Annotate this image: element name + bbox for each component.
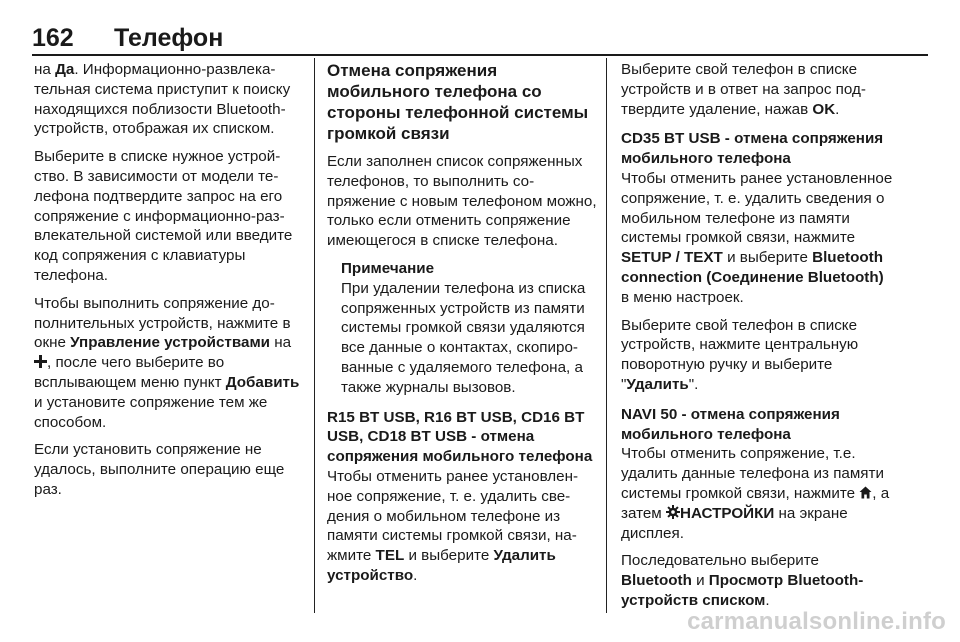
subsection-heading: R15 BT USB, R16 BT USB, CD16 BT USB, CD18 BT USB - отмена сопряжения мобильного телефона <box>327 408 593 466</box>
paragraph: Если заполнен список сопряженных телефонов, то выполнить сопряжение с новым телефоном можно, только если отменить сопряжение имеющегося в списке телефона. <box>327 153 597 250</box>
paragraph: Если установить сопряжение не удалось, выполните операцию еще раз. <box>34 441 285 498</box>
gear-icon <box>666 504 680 524</box>
text: Чтобы выполнить сопряжение дополнительных устройств, нажмите в окне <box>34 294 291 352</box>
bold-term: Управление устройствами <box>70 334 271 352</box>
text: , а затем <box>621 484 890 522</box>
text: Чтобы отменить сопряжение, т.е. удалить данные телефона из памяти системы громкой связи, нажмите <box>621 445 884 502</box>
page-number: 162 <box>32 24 74 52</box>
bold-term: Просмотр Bluetooth-устройств списком <box>621 572 864 609</box>
paragraph <box>34 60 304 139</box>
column-divider-1 <box>314 58 315 613</box>
note-title: Примечание <box>341 259 435 277</box>
subsection-heading: NAVI 50 - отмена сопряжения мобильного телефона <box>621 405 840 443</box>
subsection-heading: CD35 BT USB - отмена сопряжения мобильного телефона <box>621 130 884 168</box>
paragraph <box>34 294 304 433</box>
text: ". <box>688 375 699 393</box>
section-heading: Отмена сопряжения мобильного телефона со стороны телефонной системы громкой связи <box>327 61 589 143</box>
paragraph <box>621 444 893 543</box>
column-1 <box>34 60 304 508</box>
text: Выберите свой телефон в списке устройств и в ответ на запрос подтвердите удаление, нажав <box>621 61 866 118</box>
home-icon <box>859 484 872 504</box>
bold-term: Bluetooth connection (Соединение Bluetooth) <box>621 249 884 286</box>
bold-term: Добавить <box>225 373 300 391</box>
watermark: carmanualsonline.info <box>687 608 946 635</box>
bold-term: SETUP / TEXT <box>621 249 723 267</box>
text: и <box>691 572 709 590</box>
text: . <box>835 100 840 118</box>
bold-term: Bluetooth <box>621 572 692 590</box>
plus-icon <box>34 353 47 373</box>
paragraph <box>327 467 597 586</box>
text: , после чего выберите во всплывающем меню пункт <box>34 354 226 391</box>
text: . <box>413 566 418 584</box>
paragraph: Выберите в списке нужное устройство. В зависимости от модели телефона подтвердите запрос на его сопряжение с информационно-развлекательной системой или введите код сопряжения с клавиатуры телефона. <box>34 148 293 284</box>
header-rule <box>32 54 928 56</box>
text: в меню настроек. <box>621 288 744 306</box>
text: Последовательно выберите <box>621 552 819 570</box>
page-title: Телефон <box>114 24 224 52</box>
text: и выберите <box>722 249 813 267</box>
paragraph <box>621 60 893 119</box>
paragraph <box>621 169 893 308</box>
paragraph <box>621 551 893 610</box>
page-header <box>32 4 928 58</box>
bold-term: OK <box>812 100 836 118</box>
bold-term: НАСТРОЙКИ <box>679 504 775 522</box>
text: Чтобы отменить ранее установленное сопряжение, т. е. удалить сведения о мобильном телефоне из памяти системы громкой связи, нажмите <box>327 467 579 565</box>
bold-term: Удалить устройство <box>327 547 556 584</box>
column-3 <box>621 60 893 619</box>
text: и выберите <box>404 547 494 565</box>
bold-term: Да <box>55 61 75 78</box>
text: . Информационно-развлекательная система приступит к поиску находящихся поблизости Bluetooth-устройств, отображая их списком. <box>34 61 291 138</box>
text: на <box>270 334 292 352</box>
text: Выберите свой телефон в списке устройств, нажмите центральную поворотную ручку и выберите " <box>621 316 859 393</box>
text: на экране дисплея. <box>621 504 848 542</box>
note-text: При удалении телефона из списка сопряженных устройств из памяти системы громкой связи удаляются все данные о контактах, скопированные с удаляемого телефона, а также журналы вызовов. <box>341 279 586 396</box>
bold-term: Удалить <box>626 375 689 393</box>
column-divider-2 <box>606 58 607 613</box>
paragraph <box>621 316 893 395</box>
bold-term: TEL <box>375 547 405 565</box>
column-2 <box>327 60 597 594</box>
text: и установите сопряжение тем же способом. <box>34 393 268 431</box>
note-block <box>341 259 597 398</box>
text: на <box>34 61 56 78</box>
text: Чтобы отменить ранее установленное сопряжение, т. е. удалить сведения о мобильном телефоне из памяти системы громкой связи, нажмите <box>621 169 893 247</box>
text: . <box>765 591 770 609</box>
